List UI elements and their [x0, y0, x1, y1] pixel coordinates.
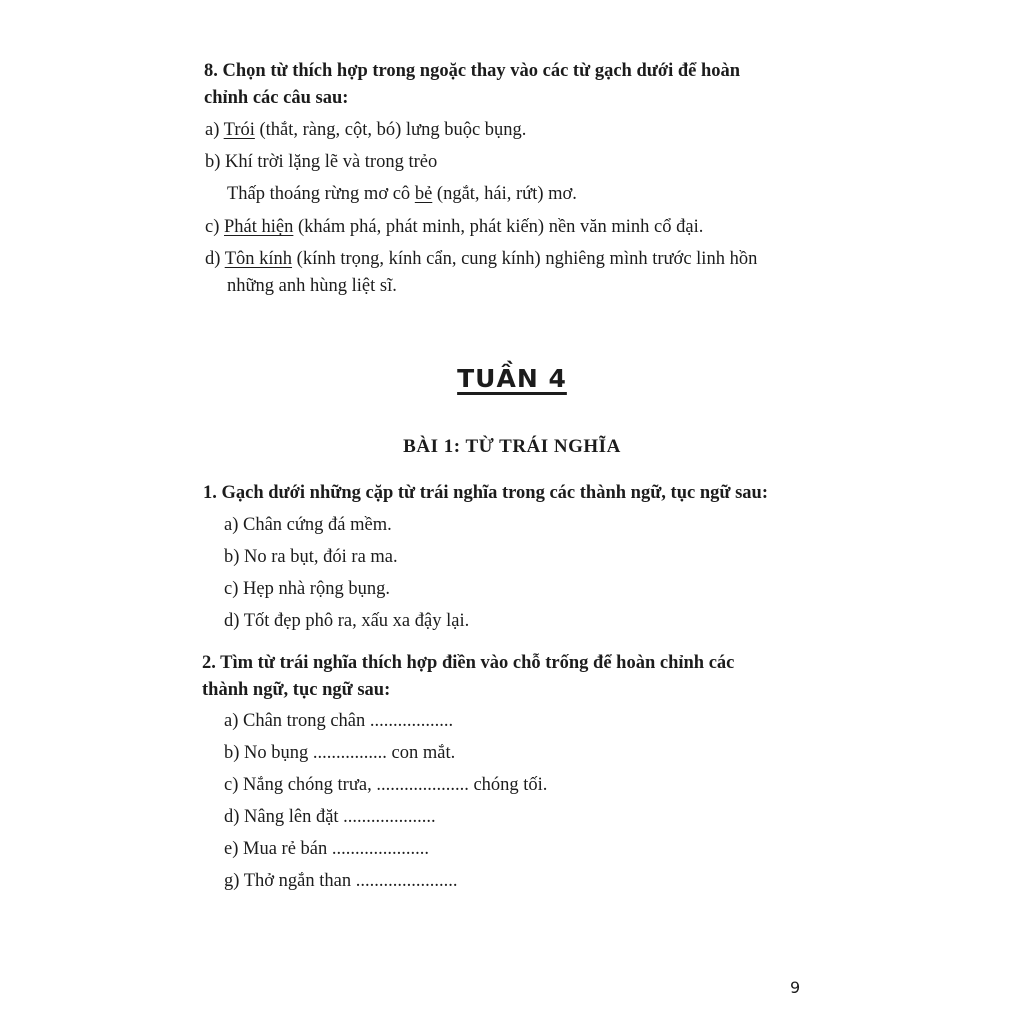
exercise-2-item: c) Nắng chóng trưa, .................... chóng tối. — [224, 775, 548, 795]
underlined-word: Tôn kính — [224, 249, 293, 269]
exercise-1-item: a) Chân cứng đá mềm. — [224, 515, 392, 535]
exercise-8-title-line-2: chỉnh các câu sau: — [204, 88, 349, 108]
page-number: 9 — [790, 978, 801, 997]
item-prefix: d) — [205, 249, 225, 269]
item-text: (khám phá, phát minh, phát kiến) nền văn minh cổ đại. — [293, 217, 704, 237]
item-text: Thấp thoáng rừng mơ cô — [227, 184, 415, 204]
underlined-word: bẻ — [414, 184, 433, 204]
exercise-2-item: e) Mua rẻ bán ..................... — [224, 839, 429, 859]
exercise-8-title-line-1: 8. Chọn từ thích hợp trong ngoặc thay vào các từ gạch dưới để hoàn — [204, 61, 741, 81]
week-heading — [0, 364, 1024, 393]
item-text: (thắt, ràng, cột, bó) lưng buộc bụng. — [254, 120, 527, 140]
exercise-8-item-d-line-2: những anh hùng liệt sĩ. — [227, 276, 397, 296]
lesson-heading: BÀI 1: TỪ TRÁI NGHĨA — [403, 436, 621, 457]
item-prefix: c) — [205, 217, 224, 237]
exercise-2-item: g) Thở ngắn than ...................... — [224, 871, 458, 891]
exercise-8-item-a — [205, 118, 526, 142]
underlined-word: Phát hiện — [224, 217, 294, 237]
exercise-1-item: b) No ra bụt, đói ra ma. — [224, 547, 398, 567]
exercise-1-item: d) Tốt đẹp phô ra, xấu xa đậy lại. — [224, 611, 470, 631]
exercise-8-item-d-line-1 — [205, 247, 757, 271]
underlined-word: Trói — [223, 120, 255, 140]
item-text: (ngắt, hái, rứt) mơ. — [432, 184, 577, 204]
item-text: (kính trọng, kính cẩn, cung kính) nghiêng mình trước linh hồn — [292, 249, 758, 269]
exercise-8-item-c — [205, 215, 703, 239]
exercise-2-item: a) Chân trong chân .................. — [224, 711, 454, 731]
exercise-8-item-b-line-1: b) Khí trời lặng lẽ và trong trẻo — [205, 152, 438, 172]
week-heading-text: TUẦN 4 — [457, 364, 567, 393]
exercise-1-item: c) Hẹp nhà rộng bụng. — [224, 579, 390, 599]
exercise-1-title: 1. Gạch dưới những cặp từ trái nghĩa trong các thành ngữ, tục ngữ sau: — [203, 483, 768, 503]
exercise-8-item-b-line-2 — [227, 182, 577, 206]
item-prefix: a) — [205, 120, 224, 140]
exercise-2-title-line-1: 2. Tìm từ trái nghĩa thích hợp điền vào chỗ trống để hoàn chỉnh các — [202, 653, 735, 673]
exercise-2-title-line-2: thành ngữ, tục ngữ sau: — [202, 680, 391, 700]
exercise-2-item: b) No bụng ................ con mắt. — [224, 743, 456, 763]
exercise-2-item: d) Nâng lên đặt .................... — [224, 807, 436, 827]
